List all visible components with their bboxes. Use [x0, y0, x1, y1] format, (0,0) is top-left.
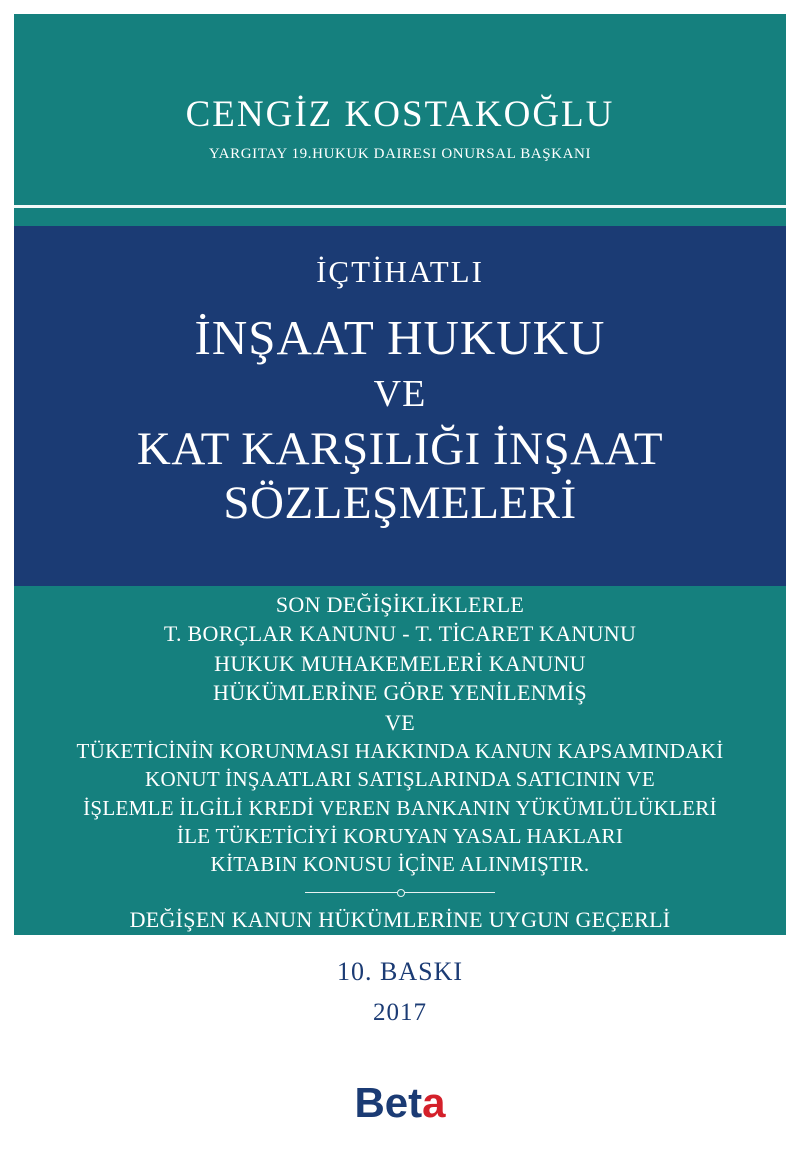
- publisher-logo: [14, 1079, 786, 1127]
- main-title-line-3: KAT KARŞILIĞI İNŞAAT: [136, 423, 664, 476]
- pre-title: İÇTİHATLI: [316, 254, 484, 289]
- subtitle-line: İLE TÜKETİCİYİ KORUYAN YASAL HAKLARI: [176, 823, 624, 848]
- subtitle-line: HUKUK MUHAKEMELERİ KANUNU: [214, 650, 586, 676]
- subtitle-footer-line: DEĞİŞEN KANUN HÜKÜMLERİNE UYGUN GEÇERLİ: [129, 906, 671, 932]
- subtitle-line: KONUT İNŞAATLARI SATIŞLARINDA SATICININ VE: [145, 767, 655, 792]
- footer-block: [14, 935, 786, 1134]
- publisher-name-accent: a: [422, 1079, 446, 1126]
- main-title-line-4: SÖZLEŞMELERİ: [223, 476, 577, 529]
- subtitle-line: T. BORÇLAR KANUNU - T. TİCARET KANUNU: [163, 621, 637, 647]
- cover-edge-left: [0, 0, 14, 1150]
- main-title-line-1: İNŞAAT HUKUKU: [194, 310, 606, 365]
- subtitle-line: TÜKETİCİNİN KORUNMASI HAKKINDA KANUN KAPSAMINDAKİ: [76, 739, 724, 764]
- subtitle-line: VE: [385, 709, 415, 735]
- ornament-divider: [305, 892, 495, 893]
- cover-edge-top: [0, 0, 800, 14]
- divider-rule: [14, 205, 786, 208]
- subtitle-area: [14, 590, 786, 964]
- cover-edge-right: [786, 0, 800, 1150]
- title-panel: [14, 226, 786, 586]
- publisher-name-prefix: Bet: [354, 1079, 423, 1126]
- author-block: [14, 95, 786, 163]
- subtitle-line: HÜKÜMLERİNE GÖRE YENİLENMİŞ: [213, 680, 587, 706]
- author-title: YARGITAY 19.HUKUK DAIRESI ONURSAL BAŞKANI: [208, 145, 592, 162]
- cover-edge-bottom: [0, 1134, 800, 1150]
- author-name: CENGİZ KOSTAKOĞLU: [185, 94, 615, 135]
- subtitle-line: İŞLEMLE İLGİLİ KREDİ VEREN BANKANIN YÜKÜMLÜLÜKLERİ: [83, 795, 717, 820]
- subtitle-line: SON DEĞİŞİKLİKLERLE: [275, 592, 525, 617]
- edition-label: 10. BASKI: [336, 957, 463, 986]
- main-title-line-2: VE: [373, 373, 427, 416]
- year-label: 2017: [373, 999, 427, 1026]
- subtitle-line: KİTABIN KONUSU İÇİNE ALINMIŞTIR.: [210, 851, 590, 876]
